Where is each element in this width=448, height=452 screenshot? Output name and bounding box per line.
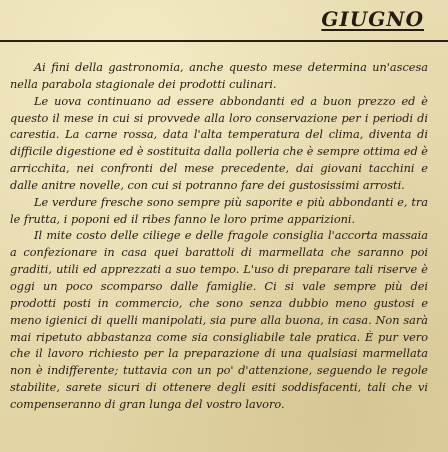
paragraph-2: Le uova continuano ad essere abbondanti ed a buon prezzo ed è questo il mese in cui si provvede alla loro conservazione per i periodi di carestia. La carne rossa, data l'alta temperatura del clima, diventa di difficile digestione ed è sostituita dalla polleria che è sempre ottima ed è arricchita, nei confronti del mese precedente, dai giovani tacchini e dalle anitre novelle, con cui si potranno fare dei gustosissimi arrosti. xyxy=(10,94,428,192)
paragraph-1: Ai fini della gastronomia, anche questo mese determina un'ascesa nella parabola stagionale dei prodotti culinari. xyxy=(10,61,428,91)
paragraph-4: Il mite costo delle ciliege e delle fragole consiglia l'accorta massaia a confezionare in casa quei barattoli di marmellata che saranno poi graditi, utili ed apprezzati a suo tempo. L'uso di preparare tali riserve è oggi un poco scomparso dalle famiglie. Ci si vale sempre più dei prodotti posti in commercio, che sono senza dubbio meno gustosi e meno igienici di quelli manipolati, sia pure alla buona, in casa. Non sarà mai ripetuto abbastanza come sia consigliabile tale pratica. È pur vero che il lavoro richiesto per la preparazione di una qualsiasi marmellata non è indifferente; tuttavia con un po' d'attenzione, seguendo le regole stabilite, sarete sicuri di ottenere degli esiti soddisfacenti, tali che vi compenseranno di gran lunga del vostro lavoro. xyxy=(10,229,428,411)
header-rule xyxy=(0,40,448,42)
paragraph-3: Le verdure fresche sono sempre più saporite e più abbondanti e, tra le frutta, i poponi ed il ribes fanno le loro prime apparizioni. xyxy=(10,195,428,226)
page-title: GIUGNO xyxy=(321,7,424,31)
body-text xyxy=(10,60,428,414)
